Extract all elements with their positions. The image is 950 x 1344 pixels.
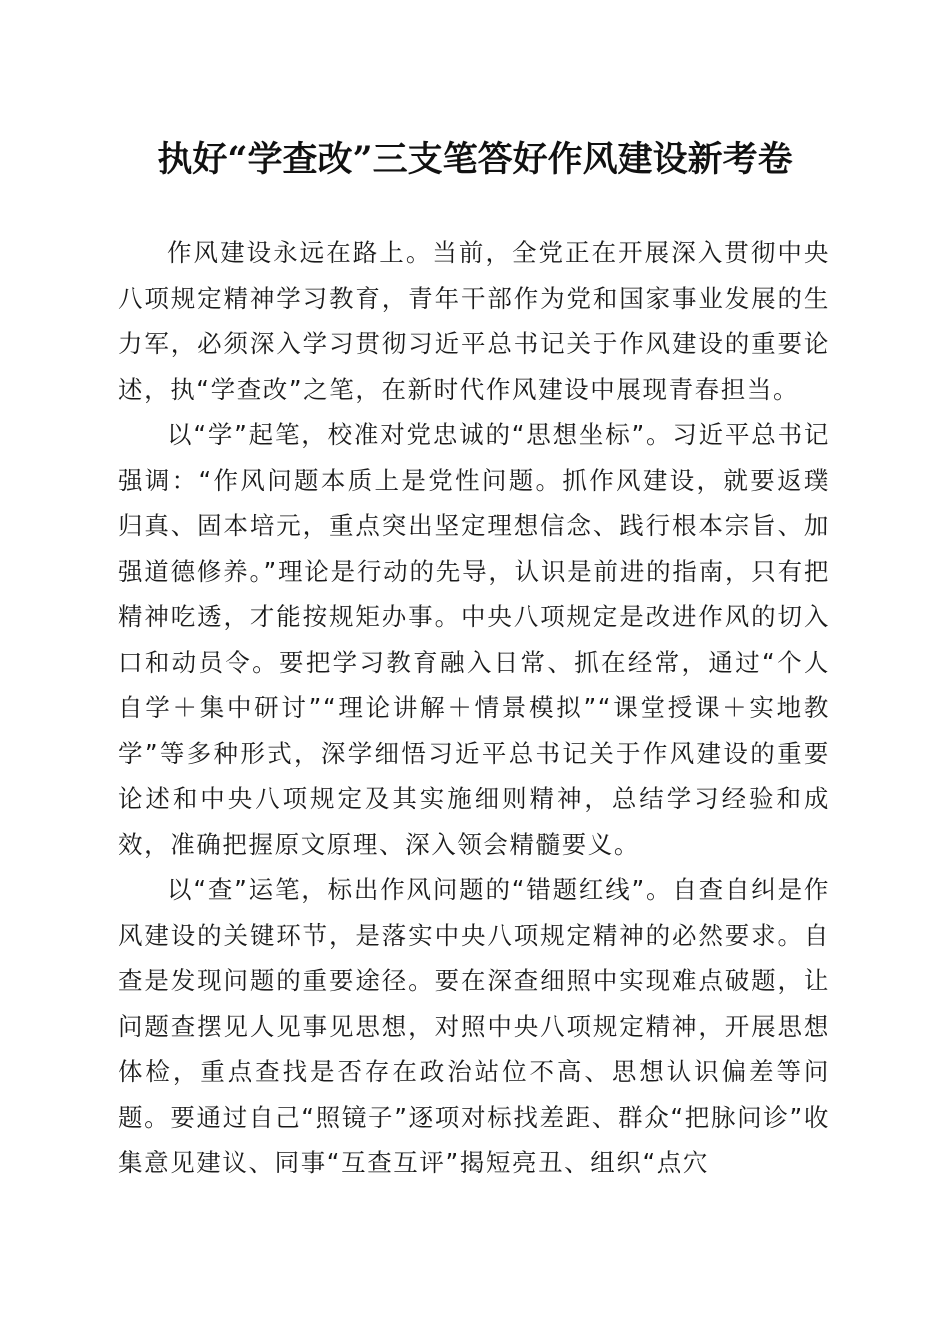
- paragraph-check: 以“查”运笔，标出作风问题的“错题红线”。自查自纠是作风建设的关键环节，是落实中央八项规定精神的必然要求。自查是发现问题的重要途径。要在深查细照中实现难点破题，让问题查摆见人见事见思想，对照中央八项规定精神，开展思想体检，重点查找是否存在政治站位不高、思想认识偏差等问题。要通过自己“照镜子”逐项对标找差距、群众“把脉问诊”收集意见建议、同事“互查互评”揭短亮丑、组织“点穴: [118, 875, 830, 1177]
- document-body: [118, 230, 830, 1186]
- document-title: 执好“学查改”三支笔答好作风建设新考卷: [157, 139, 793, 180]
- paragraph-study: 以“学”起笔，校准对党忠诚的“思想坐标”。习近平总书记强调：“作风问题本质上是党性问题。抓作风建设，就要返璞归真、固本培元，重点突出坚定理想信念、践行根本宗旨、加强道德修养。”理论是行动的先导，认识是前进的指南，只有把精神吃透，才能按规矩办事。中央八项规定是改进作风的切入口和动员令。要把学习教育融入日常、抓在经常，通过“个人自学＋集中研讨”“理论讲解＋情景模拟”“课堂授课＋实地教学”等多种形式，深学细悟习近平总书记关于作风建设的重要论述和中央八项规定及其实施细则精神，总结学习经验和成效，准确把握原文原理、深入领会精髓要义。: [118, 420, 830, 859]
- paragraph-intro: 作风建设永远在路上。当前，全党正在开展深入贯彻中央八项规定精神学习教育，青年干部作为党和国家事业发展的生力军，必须深入学习贯彻习近平总书记关于作风建设的重要论述，执“学查改”之笔，在新时代作风建设中展现青春担当。: [118, 238, 830, 404]
